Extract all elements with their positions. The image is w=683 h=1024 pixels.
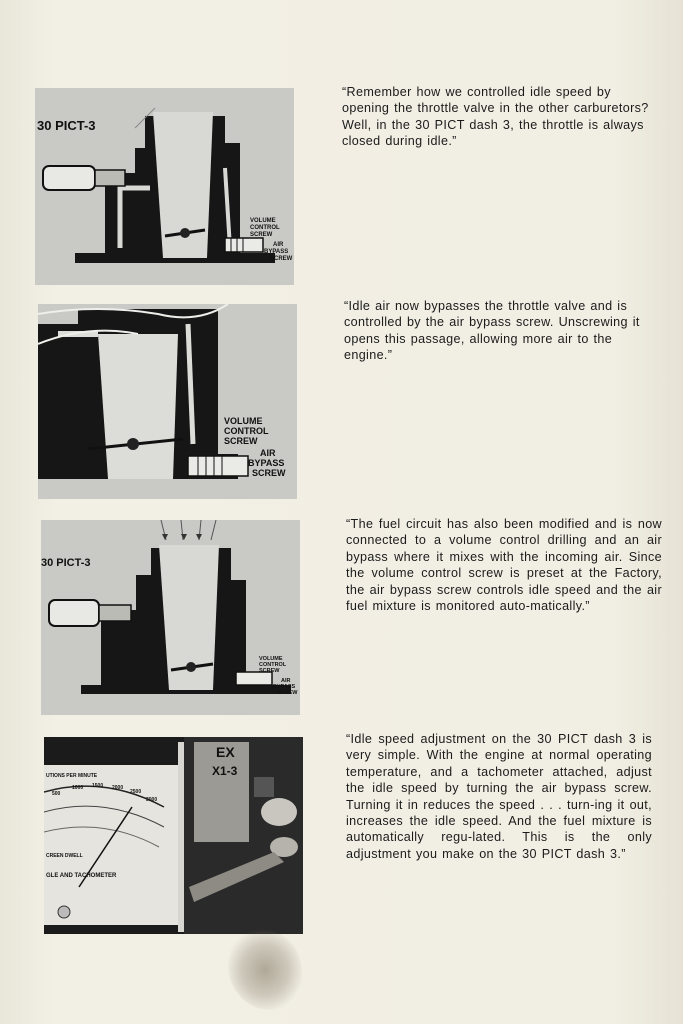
carburetor-illustration-1: [35, 88, 294, 285]
meter-small-label: CREEN DWELL: [46, 853, 83, 859]
caption-3: “The fuel circuit has also been modified and is now connected to a volume control drilling and an air bypass where it mixes with the incoming air. Since the volume control screw is preset at the Factory, the air bypass screw controls idle speed and the air fuel mixture is monitored auto-matically.”: [346, 517, 662, 614]
screw-label-2: SCREW: [270, 256, 293, 262]
volume-label: VOLUME: [224, 416, 263, 426]
tachometer-engine-photo: [44, 737, 303, 934]
bypass-label: BYPASS: [273, 684, 296, 690]
air-label: AIR: [281, 678, 291, 684]
carburetor-diagram: [41, 520, 300, 715]
air-label: AIR: [260, 448, 276, 458]
caption-4: “Idle speed adjustment on the 30 PICT dash 3 is very simple. With the engine at normal operating temperature, and a tachometer attached, adjust the idle speed by turning the air bypass screw. Turning it in reduces the speed . . . turn-ing it out, increases the idle speed. And the fuel mixture is automatically regu-lated. This is the only adjustment you make on the 30 PICT dash 3.”: [346, 732, 652, 861]
gauge-tick: 500: [52, 791, 61, 797]
control-label: CONTROL: [259, 662, 287, 668]
gauge-header: UTIONS PER MINUTE: [46, 773, 98, 779]
caption-1: “Remember how we controlled idle speed by opening the throttle valve in the other carburetors? Well, in the 30 PICT dash 3, the throttle is always closed during idle.”: [342, 85, 649, 149]
stamp-sub: X1-3: [212, 764, 238, 778]
panel-title: 30 PICT-3: [37, 118, 96, 133]
gauge-tick: 3000: [146, 797, 158, 803]
carburetor-illustration-3: [41, 520, 300, 715]
bypass-label: BYPASS: [264, 249, 289, 255]
gauge-label: GLE AND TACHOMETER: [46, 873, 117, 879]
air-label: AIR: [273, 242, 284, 248]
carburetor-diagram: [38, 304, 297, 499]
screw-label-2: SCREW: [277, 690, 298, 696]
carburetor-illustration-2: [38, 304, 297, 499]
screw-label-2: SCREW: [252, 468, 286, 478]
screw-label: SCREW: [224, 436, 258, 446]
gauge-tick: 2500: [130, 789, 142, 795]
gauge-tick: 1500: [92, 783, 104, 789]
panel-title: 30 PICT-3: [41, 557, 91, 569]
control-label: CONTROL: [250, 225, 280, 231]
screw-label: SCREW: [259, 668, 280, 674]
volume-label: VOLUME: [250, 218, 276, 224]
gauge-tick: 2000: [112, 785, 124, 791]
bypass-label: BYPASS: [248, 458, 285, 468]
stamp-text: EX: [216, 744, 235, 760]
caption-2: “Idle air now bypasses the throttle valve and is controlled by the air bypass screw. Unscrewing it opens this passage, allowing more air to the engine.”: [344, 299, 640, 363]
carburetor-diagram: [35, 88, 294, 285]
control-label: CONTROL: [224, 426, 269, 436]
volume-label: VOLUME: [259, 656, 283, 662]
paper-smudge: [228, 930, 302, 1010]
tachometer-photo: [44, 737, 303, 934]
gauge-tick: 1000: [72, 785, 84, 791]
screw-label: SCREW: [250, 232, 273, 238]
